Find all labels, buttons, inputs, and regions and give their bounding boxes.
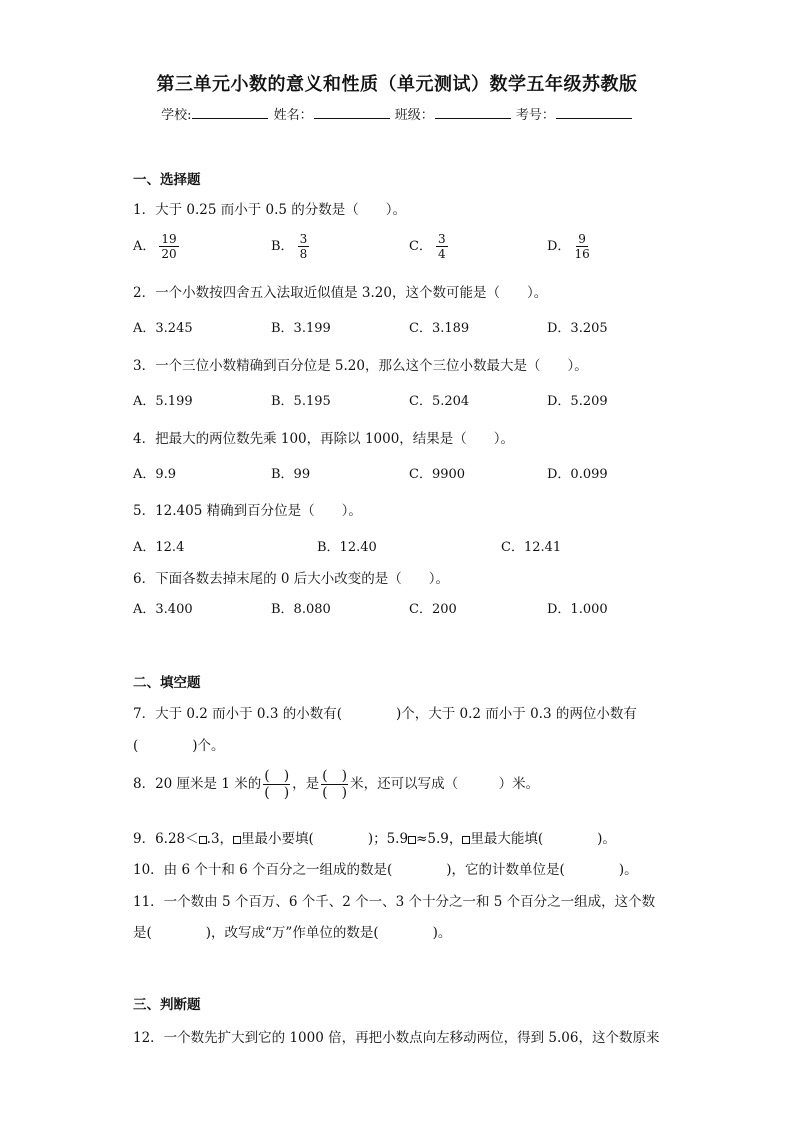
id-blank[interactable] — [556, 106, 632, 119]
option-b[interactable]: B．3.199 — [271, 321, 331, 336]
question-11-line-2: 是( )，改写成“万”作单位的数是( )。 — [133, 925, 452, 941]
student-info-line — [0, 104, 794, 123]
name-blank[interactable] — [314, 106, 390, 119]
option-d[interactable]: D．5.209 — [547, 394, 608, 409]
question-3: 3．一个三位小数精确到百分位是 5.20，那么这个三位小数最大是（ ）。 — [133, 358, 588, 374]
question-6: 6．下面各数去掉末尾的 0 后大小改变的是（ ）。 — [133, 571, 450, 587]
option-a[interactable]: A．3.400 — [133, 602, 193, 617]
box-placeholder-icon — [408, 836, 416, 844]
option-a[interactable]: A． $\frac{19}{20}$ — [133, 232, 177, 261]
question-8: 8．20 厘米是 1 米的 $\frac{( )}{( )}$ ，是 $\frac{( )}{( )}$ 米，还可以写成（ ）米。 — [133, 768, 540, 801]
name-label: 姓名： — [273, 108, 313, 123]
section-heading-true-false: 三、判断题 — [133, 997, 201, 1013]
option-b[interactable]: B．99 — [271, 467, 311, 482]
question-12: 12．一个数先扩大到它的 1000 倍，再把小数点向左移动两位，得到 5.06，这个数原来 — [133, 1030, 660, 1046]
section-heading-fill-in: 二、填空题 — [133, 675, 201, 691]
class-label: 班级： — [394, 108, 434, 123]
id-label: 考号： — [515, 108, 555, 123]
option-d[interactable]: D．0.099 — [547, 467, 608, 482]
box-placeholder-icon — [199, 836, 207, 844]
question-1: 1．大于 0.25 而小于 0.5 的分数是（ ）。 — [133, 202, 407, 218]
question-4: 4．把最大的两位数先乘 100，再除以 1000，结果是（ ）。 — [133, 431, 515, 447]
option-d[interactable]: D． $\frac{9}{16}$ — [547, 232, 590, 261]
option-a[interactable]: A．5.199 — [133, 394, 193, 409]
option-a[interactable]: A．3.245 — [133, 321, 193, 336]
question-2: 2．一个小数按四舍五入法取近似值是 3.20，这个数可能是（ ）。 — [133, 285, 548, 301]
option-b[interactable]: B．5.195 — [271, 394, 331, 409]
question-7-line-1: 7．大于 0.2 而小于 0.3 的小数有( )个，大于 0.2 而小于 0.3 的两位小数有 — [133, 706, 637, 722]
question-7-line-2: ( )个。 — [133, 738, 225, 754]
fraction: $\frac{3}{4}$ — [437, 232, 446, 261]
box-placeholder-icon — [233, 836, 241, 844]
section-heading-choice: 一、选择题 — [133, 172, 201, 188]
option-c[interactable]: C．3.189 — [409, 321, 470, 336]
question-11-line-1: 11．一个数由 5 个百万、6 个千、2 个一、3 个十分之一和 5 个百分之一组成，这个数 — [133, 894, 656, 910]
question-9: 9．6.28＜ .3， 里最小要填( )；5.9 ≈5.9， 里最大能填( )。 — [133, 831, 616, 847]
school-label: 学校: — [161, 108, 192, 123]
option-c[interactable]: C．200 — [409, 602, 457, 617]
class-blank[interactable] — [435, 106, 511, 119]
fraction: $\frac{19}{20}$ — [161, 232, 177, 261]
question-10: 10．由 6 个十和 6 个百分之一组成的数是( )，它的计数单位是( )。 — [133, 862, 638, 878]
option-c[interactable]: C．9900 — [409, 467, 466, 482]
option-c[interactable]: C．12.41 — [501, 540, 562, 555]
option-b[interactable]: B． $\frac{3}{8}$ — [271, 232, 308, 261]
option-b[interactable]: B．12.40 — [317, 540, 377, 555]
school-blank[interactable] — [192, 106, 268, 119]
question-5: 5．12.405 精确到百分位是（ ）。 — [133, 503, 362, 519]
fraction: $\frac{9}{16}$ — [574, 232, 590, 261]
blank-fraction[interactable]: $\frac{( )}{( )}$ — [264, 768, 290, 801]
option-c[interactable]: C． $\frac{3}{4}$ — [409, 232, 446, 261]
option-c[interactable]: C．5.204 — [409, 394, 470, 409]
page-title: 第三单元小数的意义和性质（单元测试）数学五年级苏教版 — [156, 74, 638, 95]
option-b[interactable]: B．8.080 — [271, 602, 331, 617]
option-d[interactable]: D．3.205 — [547, 321, 608, 336]
blank-fraction[interactable]: $\frac{( )}{( )}$ — [322, 768, 348, 801]
option-a[interactable]: A．12.4 — [133, 540, 185, 555]
option-a[interactable]: A．9.9 — [133, 467, 177, 482]
fraction: $\frac{3}{8}$ — [299, 232, 308, 261]
option-d[interactable]: D．1.000 — [547, 602, 608, 617]
